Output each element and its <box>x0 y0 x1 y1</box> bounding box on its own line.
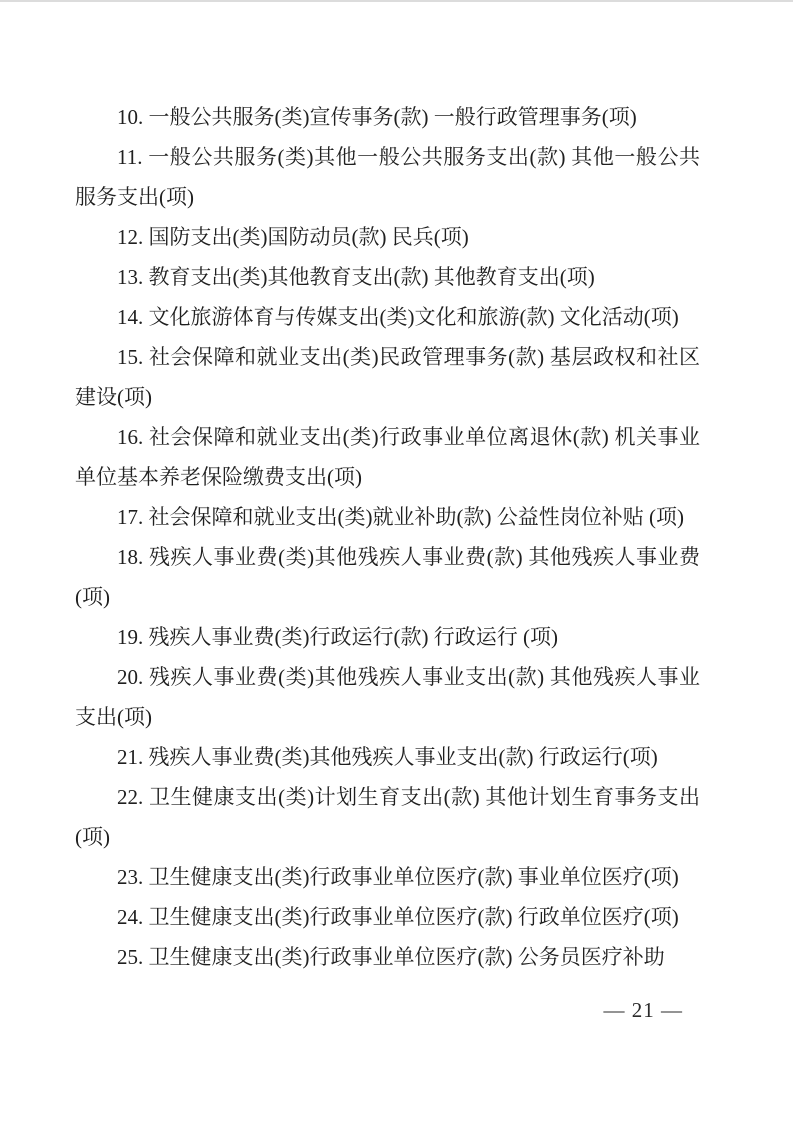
budget-line-item-19: 19. 残疾人事业费(类)行政运行(款) 行政运行 (项) <box>117 625 558 649</box>
budget-line-item-13: 13. 教育支出(类)其他教育支出(款) 其他教育支出(项) <box>117 265 595 289</box>
budget-line-item-25: 25. 卫生健康支出(类)行政事业单位医疗(款) 公务员医疗补助 <box>117 945 665 969</box>
page-number: — 21 — <box>603 998 683 1022</box>
budget-line-item-11: 11. 一般公共服务(类)其他一般公共服务支出(款) 其他一般公共服务支出(项) <box>75 145 700 209</box>
budget-item-list <box>75 97 700 977</box>
budget-line-item-20: 20. 残疾人事业费(类)其他残疾人事业支出(款) 其他残疾人事业支出(项) <box>75 665 700 729</box>
budget-line-item-14: 14. 文化旅游体育与传媒支出(类)文化和旅游(款) 文化活动(项) <box>117 305 679 329</box>
budget-line-item-15: 15. 社会保障和就业支出(类)民政管理事务(款) 基层政权和社区建设(项) <box>75 345 700 409</box>
budget-line-item-23: 23. 卫生健康支出(类)行政事业单位医疗(款) 事业单位医疗(项) <box>117 865 679 889</box>
budget-line-item-24: 24. 卫生健康支出(类)行政事业单位医疗(款) 行政单位医疗(项) <box>117 905 679 929</box>
budget-line-item-10: 10. 一般公共服务(类)宣传事务(款) 一般行政管理事务(项) <box>117 105 637 129</box>
budget-line-item-16: 16. 社会保障和就业支出(类)行政事业单位离退休(款) 机关事业单位基本养老保险缴费支出(项) <box>75 425 700 489</box>
budget-line-item-22: 22. 卫生健康支出(类)计划生育支出(款) 其他计划生育事务支出(项) <box>75 785 700 849</box>
budget-line-item-12: 12. 国防支出(类)国防动员(款) 民兵(项) <box>117 225 469 249</box>
budget-line-item-17: 17. 社会保障和就业支出(类)就业补助(款) 公益性岗位补贴 (项) <box>117 505 684 529</box>
budget-line-item-21: 21. 残疾人事业费(类)其他残疾人事业支出(款) 行政运行(项) <box>117 745 658 769</box>
scan-edge-artifact <box>0 0 793 2</box>
budget-line-item-18: 18. 残疾人事业费(类)其他残疾人事业费(款) 其他残疾人事业费 (项) <box>75 545 700 609</box>
